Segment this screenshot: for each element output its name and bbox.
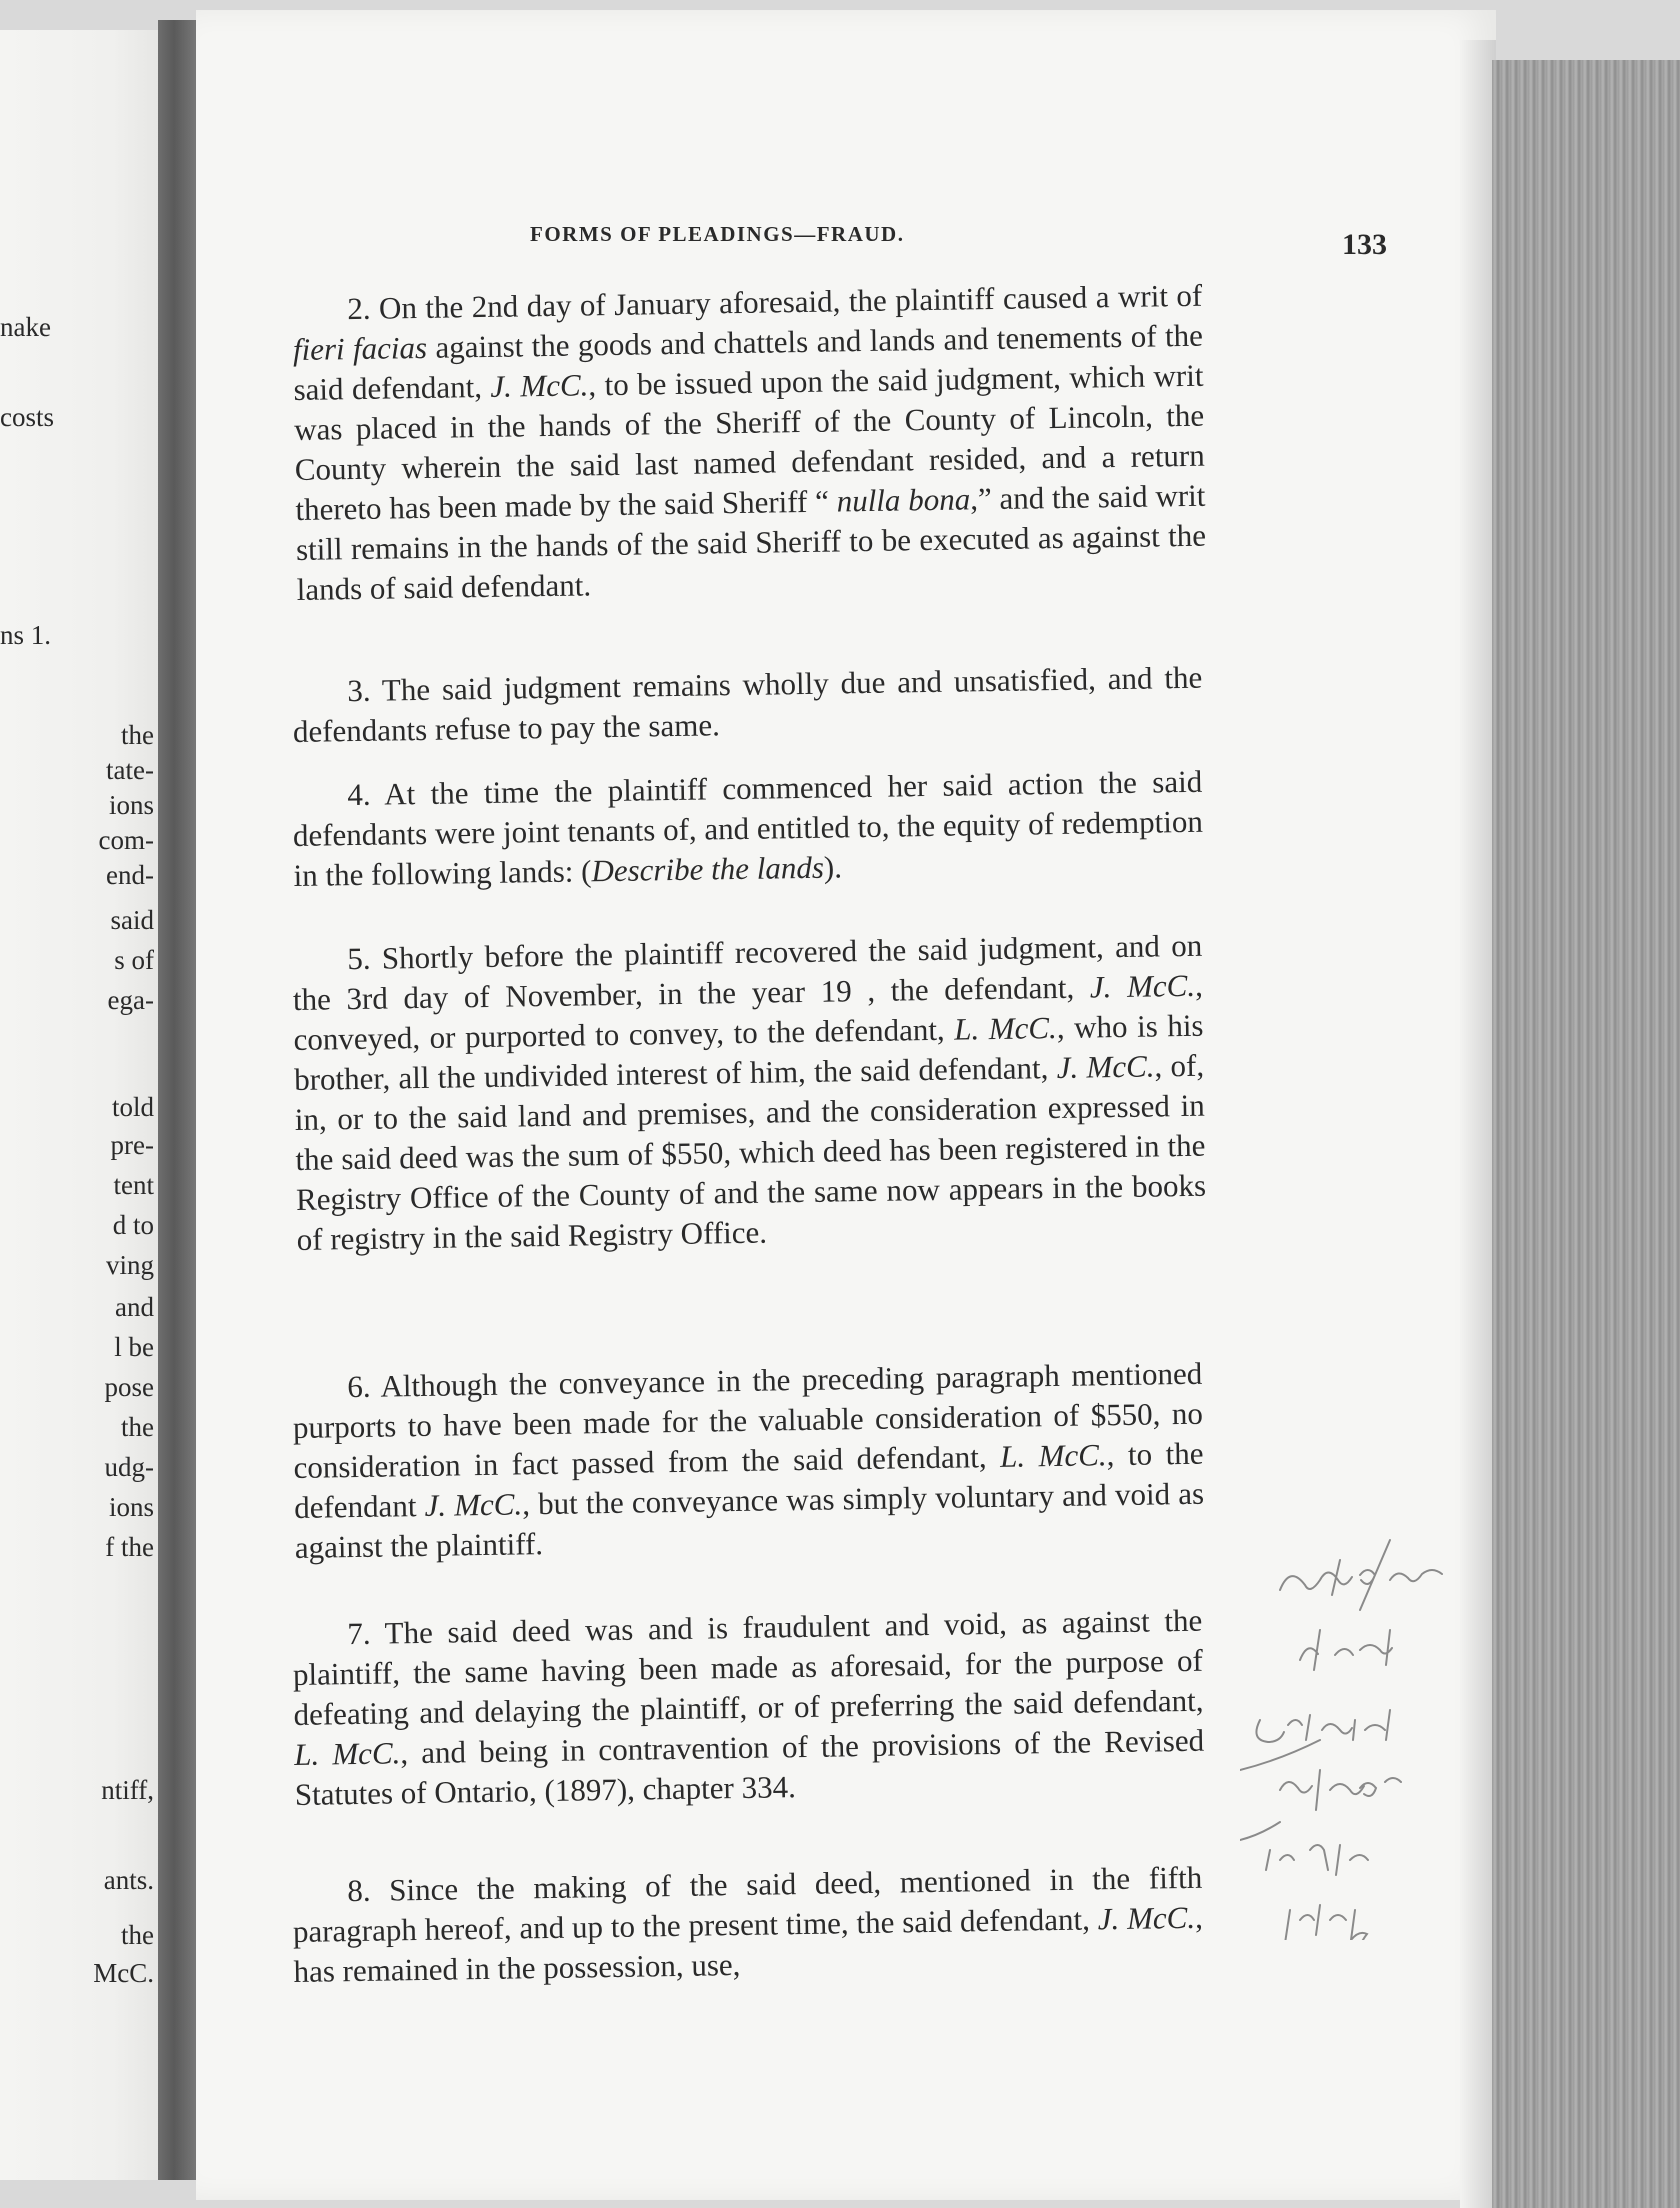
paragraph-2: 2. On the 2nd day of January aforesaid, the plaintiff caused a writ of fieri facias against the goods and chattels and lands and tenements of the said defendant, J. McC., to be issued upon the said judgment, which writ was placed in the hands of the Sheriff of the County of Lincoln, the County wherein the said last named defendant resided, and a return thereto has been made by the said Sheriff “ nulla bona,” and the said writ still remains in the hands of the said Sheriff to be executed as against the lands of said defendant. bbox=[292, 277, 1207, 607]
facing-fragment: pose bbox=[104, 1372, 154, 1402]
facing-fragment: s of bbox=[114, 945, 154, 975]
facing-fragment: the bbox=[121, 1920, 154, 1950]
facing-fragment: tate- bbox=[106, 755, 154, 785]
paragraph-6: 6. Although the conveyance in the preceding paragraph mentioned purports to have been made for the valuable consideration of $550, no consideration in fact passed from the said defendant, L. McC., to the defendant J. McC., but the conveyance was simply voluntary and void as against the plaintiff. bbox=[292, 1355, 1205, 1565]
facing-fragment: ega- bbox=[107, 985, 154, 1015]
facing-fragment: the bbox=[121, 1412, 154, 1442]
handwritten-annotation bbox=[1240, 1520, 1480, 1940]
paragraph-7: 7. The said deed was and is fraudulent and void, as against the plaintiff, the same having been made as aforesaid, for the purpose of defeating and delaying the plaintiff, or of preferring the said defendant, L. McC., and being in contravention of the provisions of the Revised Statutes of Ontario, (1897), chapter 334. bbox=[292, 1602, 1205, 1812]
facing-fragment: ntiff, bbox=[101, 1775, 154, 1805]
facing-fragment: tent bbox=[113, 1170, 154, 1200]
facing-fragment: McC. bbox=[93, 1958, 154, 1988]
facing-fragment: the bbox=[121, 720, 154, 750]
facing-fragment: and bbox=[115, 1292, 154, 1322]
facing-fragment: udg- bbox=[104, 1452, 154, 1482]
facing-fragment: ions bbox=[108, 790, 154, 820]
facing-fragment: ns 1. bbox=[0, 620, 52, 650]
facing-fragment: said bbox=[110, 905, 154, 935]
facing-page bbox=[0, 30, 160, 2180]
facing-fragment: ions bbox=[108, 1492, 154, 1522]
facing-fragment: costs bbox=[0, 402, 54, 432]
facing-fragment: com- bbox=[98, 825, 154, 855]
paragraph-5: 5. Shortly before the plaintiff recovered the said judgment, and on the 3rd day of November, in the year 19 , the defendant, J. McC., conveyed, or purported to convey, to the defendant, L. McC., who is his brother, all the undivided interest of him, the said defendant, J. McC., of, in, or to the said land and premises, and the consideration expressed in the said deed was the sum of $550, which deed has been registered in the Registry Office of the County of and the same now appears in the books of registry in the said Registry Office. bbox=[292, 927, 1207, 1257]
facing-fragment: end- bbox=[106, 860, 154, 890]
paragraph-3: 3. The said judgment remains wholly due and unsatisfied, and the defendants refuse to pay the same. bbox=[292, 659, 1203, 749]
book-gutter bbox=[158, 20, 198, 2180]
facing-fragment: ants. bbox=[103, 1865, 154, 1895]
paragraph-4: 4. At the time the plaintiff commenced her said action the said defendants were joint tenants of, and entitled to, the equity of redemption in the following lands: (Describe the lands). bbox=[292, 763, 1204, 893]
facing-fragment: d to bbox=[112, 1210, 154, 1240]
facing-fragment: f the bbox=[105, 1532, 154, 1562]
facing-fragment: l be bbox=[114, 1332, 154, 1362]
page-stack-edge bbox=[1492, 60, 1680, 2208]
facing-fragment: nake bbox=[0, 312, 51, 342]
facing-fragment: pre- bbox=[110, 1130, 154, 1160]
paragraph-8: 8. Since the making of the said deed, mentioned in the fifth paragraph hereof, and up to the present time, the said defendant, J. McC., has remained in the possession, use, bbox=[292, 1859, 1204, 1989]
page-number: 133 bbox=[1342, 228, 1387, 261]
facing-fragment: told bbox=[111, 1092, 154, 1122]
running-head: FORMS OF PLEADINGS—FRAUD. bbox=[530, 222, 905, 246]
facing-fragment: ving bbox=[105, 1250, 154, 1280]
